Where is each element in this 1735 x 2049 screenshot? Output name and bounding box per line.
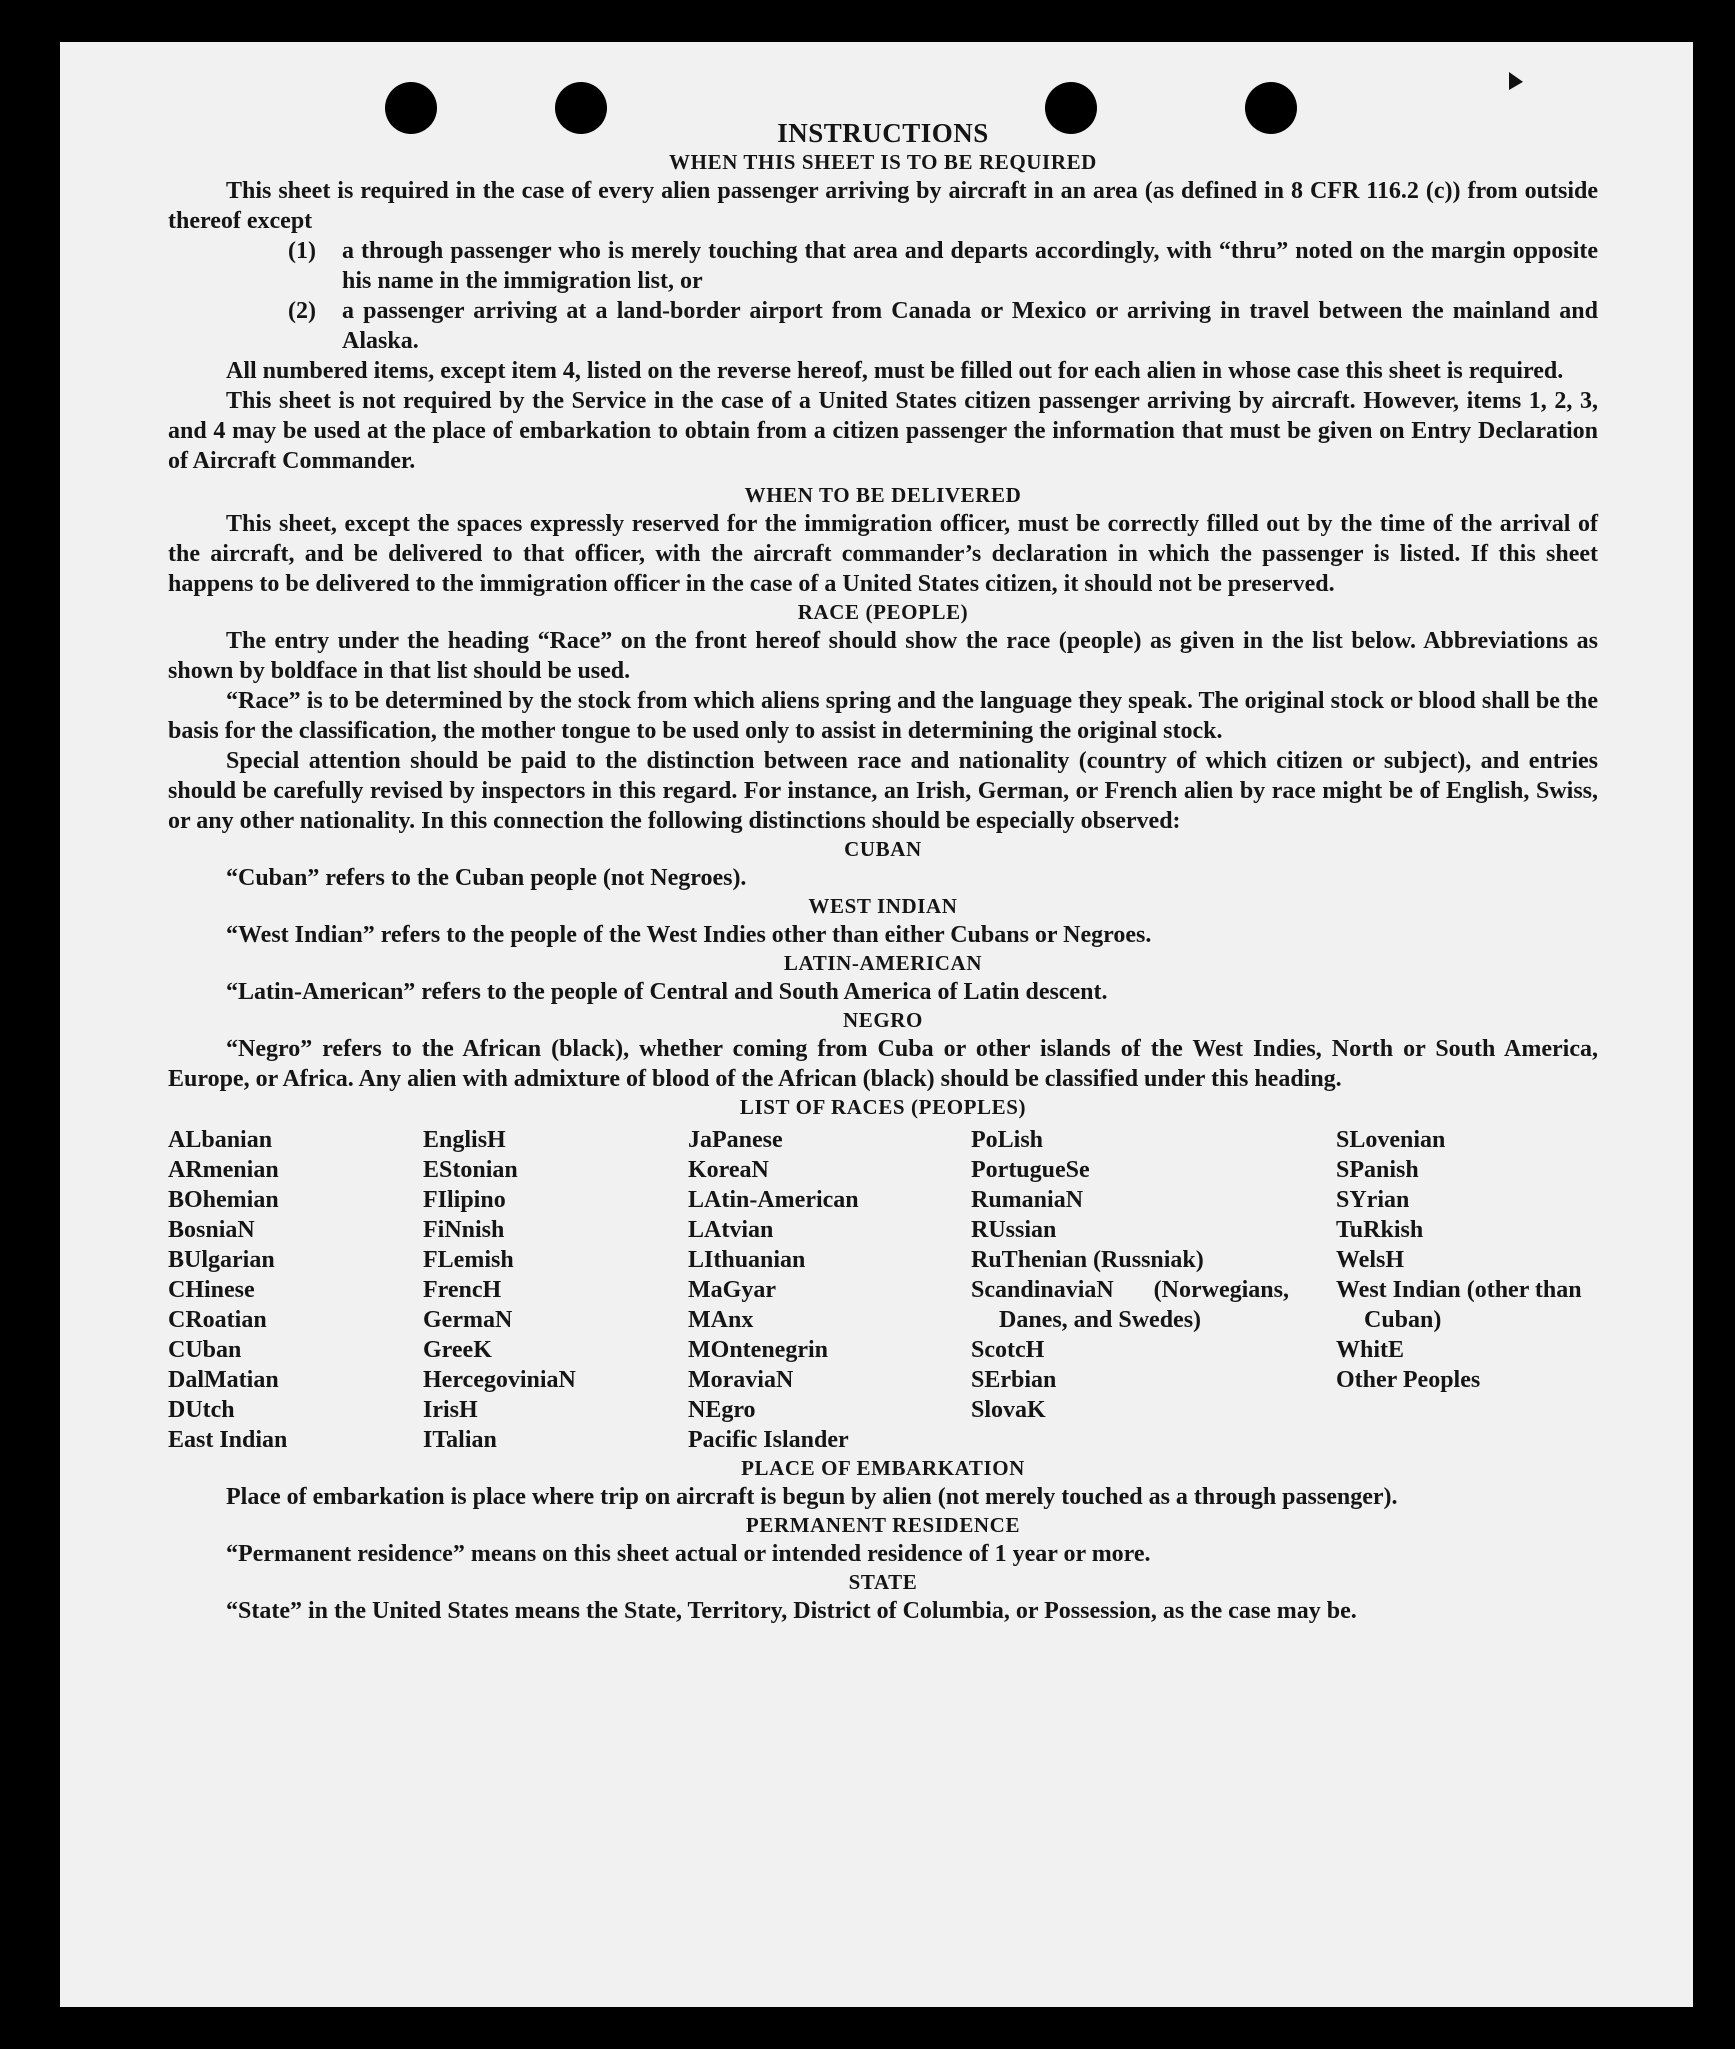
race-item: BUlgarian [168,1247,275,1273]
item-number: (1) [288,238,316,264]
page-title: INSTRUCTIONS [777,118,989,148]
item-text: a passenger arriving at a land-border airport from Canada or Mexico or arriving in travel between the mainland and Alaska. [342,298,1598,354]
item-number: (2) [288,298,316,324]
definition-latin-american: “Latin-American” refers to the people of Central and South America of Latin descent. [226,979,1108,1005]
race-item: SlovaK [971,1397,1046,1423]
section-title-cuban: CUBAN [844,837,922,861]
races-column [971,1125,1336,1455]
paragraph: Special attention should be paid to the distinction between race and nationality (country of which citizen or subject), and entries should be carefully revised by inspectors in this regard. For instance, an Irish, German, or French alien by race might be of English, Swiss, or any other nationality. In this connection the following distinctions should be especially observed: [168,748,1598,834]
section-title-west-indian: WEST INDIAN [808,894,958,918]
race-item: SLovenian [1336,1127,1446,1153]
paragraph: This sheet is required in the case of every alien passenger arriving by aircraft in an area (as defined in 8 CFR 116.2 (c)) from outside thereof except [168,178,1598,234]
race-item: FLemish [423,1247,514,1273]
race-item: SYrian [1336,1187,1410,1213]
race-item: ITalian [423,1427,497,1453]
item-text: a through passenger who is merely touching that area and departs accordingly, with “thru” noted on the margin opposite his name in the immigration list, or [342,238,1598,294]
paragraph: “Negro” refers to the African (black), whether coming from Cuba or other islands of the West Indies, North or South America, Europe, or Africa. Any alien with admixture of blood of the African (black) should be classified under this heading. [168,1036,1598,1092]
races-column [168,1125,423,1455]
race-item: MoraviaN [688,1367,794,1393]
list-item [168,296,1598,356]
race-item: DUtch [168,1397,235,1423]
race-item: PoLish [971,1127,1044,1153]
race-item: NEgro [688,1397,756,1423]
race-item: West Indian (other than Cuban) [1336,1277,1582,1333]
races-column [1336,1125,1624,1455]
race-item: IrisH [423,1397,478,1423]
scan-mark [1509,72,1523,90]
section-title-when-required: WHEN THIS SHEET IS TO BE REQUIRED [669,150,1097,174]
races-column [688,1125,971,1455]
race-item: CRoatian [168,1307,267,1333]
paragraph: “Race” is to be determined by the stock from which aliens spring and the language they speak. The original stock or blood shall be the basis for the classification, the mother tongue to be used only to assist in determining the original stock. [168,688,1598,744]
race-item: East Indian [168,1427,288,1453]
paragraph: This sheet is not required by the Service in the case of a United States citizen passenger arriving by aircraft. However, items 1, 2, 3, and 4 may be used at the place of embarkation to obtain from a citizen passenger the information that must be given on Entry Declaration of Aircraft Commander. [168,388,1598,474]
race-item: BOhemian [168,1187,279,1213]
race-item: Other Peoples [1336,1367,1481,1393]
race-item: RumaniaN [971,1187,1084,1213]
punch-hole [1045,82,1097,134]
race-item: FrencH [423,1277,502,1303]
section-title-list-of-races: LIST OF RACES (PEOPLES) [739,1095,1027,1119]
race-item: FIlipino [423,1187,506,1213]
race-item: KoreaN [688,1157,769,1183]
race-item: ARmenian [168,1157,279,1183]
race-item: RUssian [971,1217,1057,1243]
race-item: EnglisH [423,1127,506,1153]
definition-cuban: “Cuban” refers to the Cuban people (not Negroes). [226,865,747,891]
race-item: Pacific Islander [688,1427,849,1453]
punch-hole [1245,82,1297,134]
race-item: LAtvian [688,1217,774,1243]
race-item: ScotcH [971,1337,1045,1363]
section-title-place-of-embarkation: PLACE OF EMBARKATION [741,1456,1025,1480]
section-title-race: RACE (PEOPLE) [797,600,969,624]
race-item: MOntenegrin [688,1337,828,1363]
race-item: ALbanian [168,1127,273,1153]
race-item: FiNnish [423,1217,505,1243]
race-item: TuRkish [1336,1217,1424,1243]
races-column [423,1125,688,1455]
race-item: HercegoviniaN [423,1367,576,1393]
section-title-when-delivered: WHEN TO BE DELIVERED [744,483,1022,507]
definition-west-indian: “West Indian” refers to the people of the West Indies other than either Cubans or Negroes. [226,922,1152,948]
race-item: CUban [168,1337,242,1363]
list-item [168,236,1598,296]
race-item: WhitE [1336,1337,1405,1363]
race-item: WelsH [1336,1247,1405,1273]
paragraph: The entry under the heading “Race” on the front hereof should show the race (people) as given in the list below. Abbreviations as shown by boldface in that list should be used. [168,628,1598,684]
races-list [168,1125,1598,1455]
punch-hole [385,82,437,134]
race-item: GermaN [423,1307,513,1333]
race-item: GreeK [423,1337,492,1363]
race-item: SPanish [1336,1157,1419,1183]
race-item: LAtin-American [688,1187,859,1213]
race-item: MAnx [688,1307,754,1333]
race-item: LIthuanian [688,1247,806,1273]
paragraph: All numbered items, except item 4, listed on the reverse hereof, must be filled out for each alien in whose case this sheet is required. [226,358,1564,384]
race-item: PortugueSe [971,1157,1090,1183]
instruction-sheet [60,42,1693,2007]
section-title-state: STATE [848,1570,918,1594]
punch-hole [555,82,607,134]
race-item: RuThenian (Russniak) [971,1247,1204,1273]
paragraph: “State” in the United States means the State, Territory, District of Columbia, or Possession, as the case may be. [226,1598,1357,1624]
race-item: BosniaN [168,1217,255,1243]
race-item: CHinese [168,1277,255,1303]
race-item: ScandinaviaN (Norwegians, Danes, and Swedes) [971,1277,1289,1333]
section-title-latin-american: LATIN-AMERICAN [783,951,983,975]
race-item: JaPanese [688,1127,783,1153]
paragraph: This sheet, except the spaces expressly reserved for the immigration officer, must be correctly filled out by the time of the arrival of the aircraft, and be delivered to that officer, with the aircraft commander’s declaration in which the passenger is listed. If this sheet happens to be delivered to the immigration officer in the case of a United States citizen, it should not be preserved. [168,511,1598,597]
race-item: SErbian [971,1367,1057,1393]
section-title-permanent-residence: PERMANENT RESIDENCE [745,1513,1021,1537]
race-item: MaGyar [688,1277,776,1303]
race-item: DalMatian [168,1367,279,1393]
race-item: EStonian [423,1157,518,1183]
definition-permanent-residence: “Permanent residence” means on this sheet actual or intended residence of 1 year or more. [226,1541,1151,1567]
paragraph: Place of embarkation is place where trip on aircraft is begun by alien (not merely touched as a through passenger). [226,1484,1398,1510]
section-title-negro: NEGRO [842,1008,923,1032]
